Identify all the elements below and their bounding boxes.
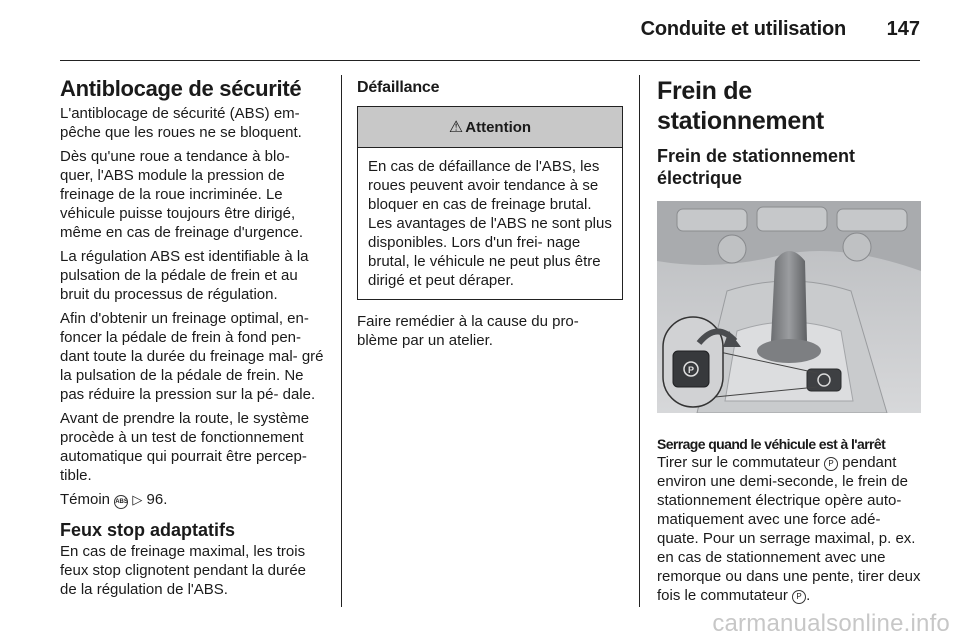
column-2 xyxy=(357,76,623,355)
abs-paragraph-1: L'antiblocage de sécurité (ABS) em- pêche que les roues ne se bloquent. xyxy=(60,105,302,141)
column-1 xyxy=(60,76,326,604)
temoin-page-ref: 96. xyxy=(146,491,168,508)
feux-stop-paragraph: En cas de freinage maximal, les trois feux stop clignotent pendant la durée de la régulation de l'ABS. xyxy=(60,543,307,598)
temoin-line xyxy=(60,490,326,509)
parking-brake-symbol-icon-2: P xyxy=(792,590,806,604)
svg-text:P: P xyxy=(687,365,695,375)
serrage-text-start: Tirer sur le commutateur xyxy=(657,454,820,471)
abs-paragraph-3: La régulation ABS est identifiable à la pulsation de la pédale de frein et au bruit du processus de régulation. xyxy=(60,248,309,303)
defaillance-paragraph: Faire remédier à la cause du pro- blème par un atelier. xyxy=(357,313,579,349)
section-title-serrage: Serrage quand le véhicule est à l'arrêt xyxy=(657,436,886,452)
section-title-frein-stationnement: Frein de stationnement xyxy=(657,77,824,135)
page-number: 147 xyxy=(886,18,920,40)
serrage-paragraph xyxy=(657,453,921,605)
watermark: carmanualsonline.info xyxy=(712,610,950,637)
section-title-abs: Antiblocage de sécurité xyxy=(60,76,302,101)
column-divider-2 xyxy=(639,75,640,607)
section-title-defaillance: Défaillance xyxy=(357,79,440,96)
console-illustration xyxy=(657,201,921,413)
abs-warning-icon: ABS xyxy=(114,495,128,509)
attention-label: Attention xyxy=(465,118,532,136)
parking-brake-symbol-icon: P xyxy=(824,457,838,471)
abs-paragraph-5: Avant de prendre la route, le système procède à un test de fonctionnement automatique qui pourrait être percep- tible. xyxy=(60,410,310,484)
column-divider-1 xyxy=(341,75,342,607)
temoin-label: Témoin xyxy=(60,491,111,508)
attention-text: En cas de défaillance de l'ABS, les roues peuvent avoir tendance à se bloquer en cas de freinage brutal. Les avantages de l'ABS ne sont plus disponibles. Lors d'un frei- nage brutal, le véhicule ne peut plus être dirigé et peut déraper. xyxy=(368,158,612,289)
abs-paragraph-2: Dès qu'une roue a tendance à blo- quer, l'ABS module la pression de freinage de la roue incriminée. Le véhicule puisse toujours être dirigé, même en cas de freinage d'urgence. xyxy=(60,148,304,241)
subsection-title-frein-electrique: Frein de stationnement électrique xyxy=(657,146,856,188)
running-header-title: Conduite et utilisation xyxy=(640,18,846,40)
parking-brake-switch-photo xyxy=(657,201,921,413)
section-title-feux-stop: Feux stop adaptatifs xyxy=(60,520,236,540)
abs-paragraph-4: Afin d'obtenir un freinage optimal, en- foncer la pédale de frein à fond pen- dant toute la durée du freinage mal- gré la pulsation de la pédale de frein. Ne pas réduire la pression sur la pé- dale. xyxy=(60,310,324,403)
serrage-text-end: . xyxy=(806,587,811,604)
page-reference-arrow-icon: ▷ xyxy=(132,492,143,507)
attention-header xyxy=(358,107,622,148)
column-3 xyxy=(657,76,921,610)
serrage-text-mid: pendant environ une demi-seconde, le frein de stationnement électrique opère auto- matiquement avec une force adé- quate. Pour un serrage maximal, p. ex. en cas de stationnement avec une remorque ou dans une pente, tirer deux fois le commutateur xyxy=(657,454,921,604)
header-rule xyxy=(60,60,920,61)
attention-box xyxy=(357,106,623,300)
warning-triangle-icon: ⚠ xyxy=(448,119,464,136)
